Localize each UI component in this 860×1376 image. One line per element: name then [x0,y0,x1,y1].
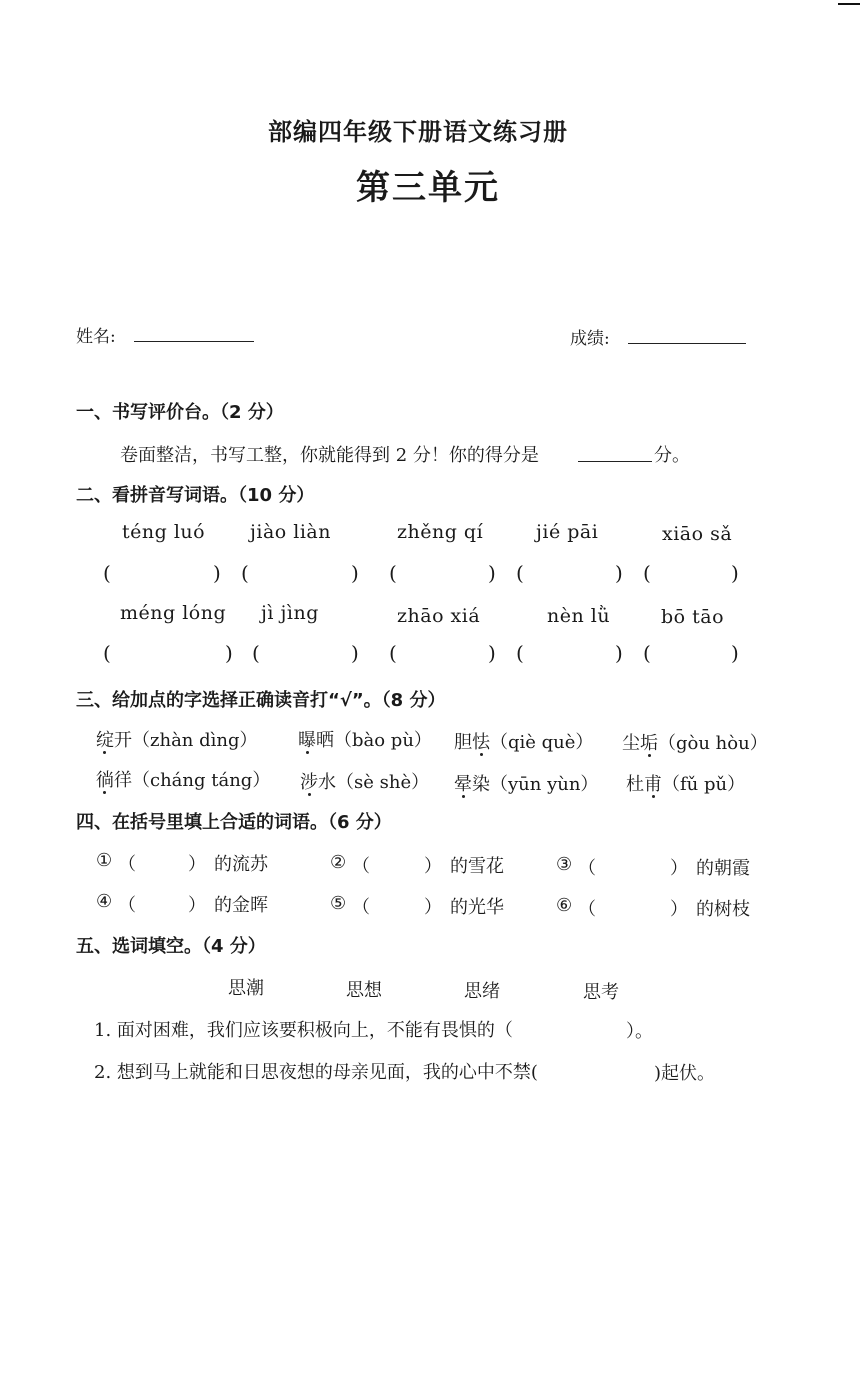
fill-item-6-open[interactable]: （ [578,899,596,920]
section-2-heading: 二、看拼音写词语。（10 分） [76,485,315,506]
fill-item-5-close: ） [424,897,442,918]
emphasis-dot [103,791,106,794]
emphasis-dot [306,751,309,754]
score-label: 成绩: [570,329,610,349]
word-option-1: 思潮 [228,978,264,999]
question-1-end: ）。 [626,1021,653,1042]
corner-mark [838,3,860,5]
word-option-2: 思想 [346,980,382,1001]
answer-4-close: ) [615,561,623,585]
emphasis-dot [652,795,655,798]
emphasis-dot [103,751,106,754]
reading-item-5[interactable]: 徜徉（cháng táng） [96,770,271,791]
answer-8-close: ) [488,641,496,665]
reading-item-8[interactable]: 杜甫（fǔ pǔ） [626,774,746,795]
answer-3-open[interactable]: ( [389,561,397,585]
fill-item-5-num: ⑤ [330,893,347,914]
fill-item-2-close: ） [424,856,442,877]
fill-item-3-close: ） [670,858,688,879]
answer-6-open[interactable]: ( [103,641,111,665]
answer-9-open[interactable]: ( [516,641,524,665]
emphasis-dot [480,753,483,756]
fill-item-4-text: 的金晖 [214,895,268,916]
pinyin-1: téng luó [122,521,206,543]
fill-item-6-num: ⑥ [556,895,573,916]
fill-item-6-close: ） [670,899,688,920]
question-2-text: 2. 想到马上就能和日思夜想的母亲见面，我的心中不禁( [94,1062,538,1083]
answer-10-open[interactable]: ( [643,641,651,665]
section-4-heading: 四、在括号里填上合适的词语。（6 分） [76,812,392,833]
answer-4-open[interactable]: ( [516,561,524,585]
reading-item-2[interactable]: 曝晒（bào pù） [298,730,432,751]
fill-item-4-open[interactable]: （ [118,895,136,916]
fill-item-1-close: ） [188,854,206,875]
fill-item-6-text: 的树枝 [696,899,750,920]
question-2-end: )起伏。 [654,1063,716,1084]
unit-title: 第三单元 [356,168,500,208]
pinyin-8: zhāo xiá [397,605,481,627]
emphasis-dot [648,754,651,757]
word-option-3: 思绪 [464,981,500,1002]
section-1-text-end: 分。 [654,445,690,466]
answer-10-close: ) [731,641,739,665]
fill-item-3-open[interactable]: （ [578,858,596,879]
emphasis-dot [462,795,465,798]
reading-item-3[interactable]: 胆怯（qiè què） [454,732,594,753]
pinyin-9: nèn lǜ [547,605,611,627]
fill-item-3-num: ③ [556,854,573,875]
answer-7-open[interactable]: ( [252,641,260,665]
section-3-heading: 三、给加点的字选择正确读音打“√”。（8 分） [76,690,446,711]
answer-9-close: ) [615,641,623,665]
pinyin-2: jiào liàn [250,521,331,543]
fill-item-1-text: 的流苏 [214,854,268,875]
answer-1-open[interactable]: ( [103,561,111,585]
answer-5-close: ) [731,561,739,585]
pinyin-4: jié pāi [536,521,599,543]
answer-7-close: ) [351,641,359,665]
section-1-heading: 一、书写评价台。（2 分） [76,402,284,423]
answer-1-close: ) [213,561,221,585]
fill-item-2-text: 的雪花 [450,856,504,877]
pinyin-5: xiāo sǎ [662,523,733,545]
fill-item-3-text: 的朝霞 [696,858,750,879]
answer-5-open[interactable]: ( [643,561,651,585]
fill-item-5-text: 的光华 [450,897,504,918]
worksheet-title: 部编四年级下册语文练习册 [268,117,568,146]
fill-item-4-num: ④ [96,891,113,912]
pinyin-3: zhěng qí [397,521,484,543]
score-field[interactable] [628,343,746,344]
answer-2-close: ) [351,561,359,585]
fill-item-2-num: ② [330,852,347,873]
pinyin-7: jì jìng [261,602,319,624]
answer-3-close: ) [488,561,496,585]
section-1-text: 卷面整洁，书写工整，你就能得到 2 分！你的得分是 [120,445,539,466]
name-field[interactable] [134,341,254,342]
fill-item-4-close: ） [188,895,206,916]
answer-6-close: ) [225,641,233,665]
fill-item-5-open[interactable]: （ [352,897,370,918]
fill-item-1-num: ① [96,850,113,871]
emphasis-dot [308,793,311,796]
question-1-text: 1. 面对困难，我们应该要积极向上，不能有畏惧的（ [94,1020,513,1041]
name-label: 姓名: [76,327,116,347]
reading-item-1[interactable]: 绽开（zhàn dìng） [96,730,258,751]
word-option-4: 思考 [583,982,619,1003]
pinyin-10: bō tāo [661,606,725,628]
reading-item-6[interactable]: 涉水（sè shè） [300,772,430,793]
fill-item-2-open[interactable]: （ [352,856,370,877]
reading-item-4[interactable]: 尘垢（gòu hòu） [622,733,768,754]
pinyin-6: méng lóng [120,602,227,624]
fill-item-1-open[interactable]: （ [118,854,136,875]
reading-item-7[interactable]: 晕染（yūn yùn） [454,774,599,795]
answer-2-open[interactable]: ( [241,561,249,585]
section-5-heading: 五、选词填空。（4 分） [76,936,266,957]
answer-8-open[interactable]: ( [389,641,397,665]
score-blank[interactable] [578,461,652,462]
